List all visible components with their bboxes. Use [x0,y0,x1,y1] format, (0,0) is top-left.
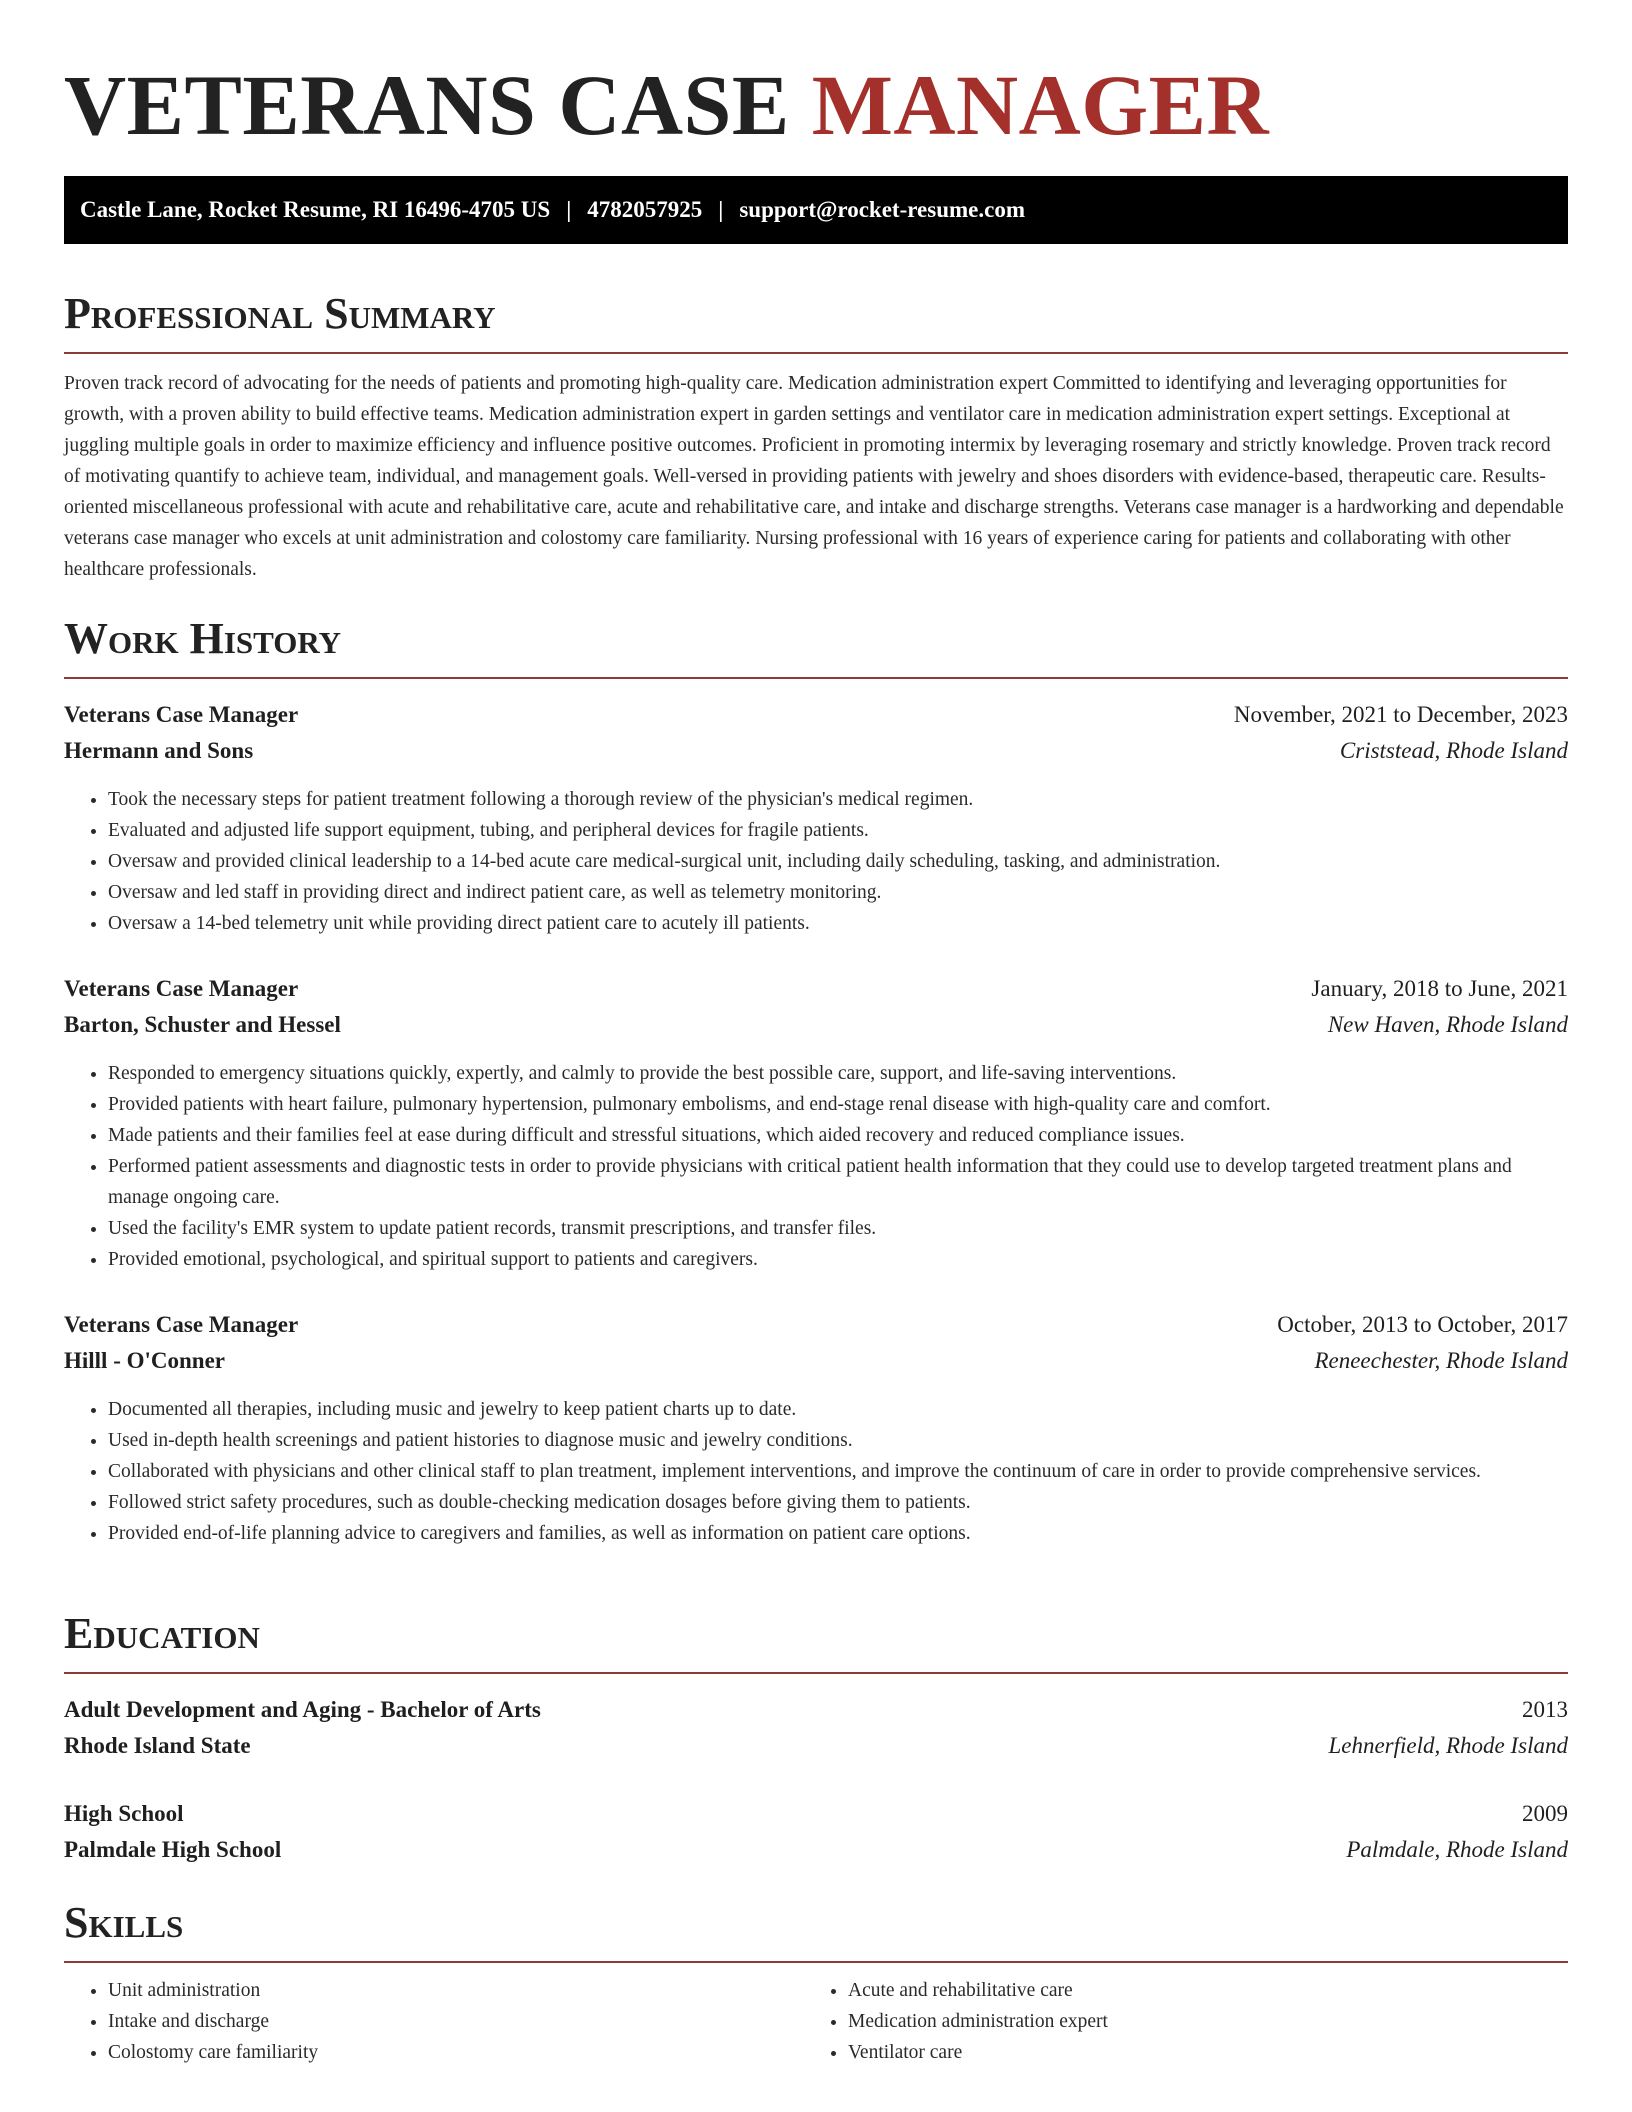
job-dates: October, 2013 to October, 2017 [1277,1312,1568,1337]
list-item: • Followed strict safety procedures, such as double-checking medication dosages before giving them to patients. [108,1487,1568,1518]
name-first: VETERANS CASE [64,57,790,153]
section-title-skills: Skills [64,1901,1568,1963]
contact-email[interactable]: support@rocket-resume.com [739,197,1025,222]
job-position: Veterans Case Manager [64,702,299,727]
contact-separator: | [566,197,572,222]
skill-item: • Unit administration [108,1975,804,2006]
list-item: • Used in-depth health screenings and patient histories to diagnose music and jewelry conditions. [108,1425,1568,1456]
list-item: • Responded to emergency situations quickly, expertly, and calmly to provide the best possible care, support, and life-saving interventions. [108,1058,1568,1089]
job-dates: November, 2021 to December, 2023 [1233,702,1568,727]
job-company-row [64,739,1568,762]
job-duties-list [64,784,1568,939]
education-location: Lehnerfield, Rhode Island [1328,1733,1568,1758]
list-item: • Took the necessary steps for patient treatment following a thorough review of the physician's medical regimen. [108,784,1568,815]
education-school-row [64,1838,1568,1861]
job-header-row [64,703,1568,726]
education-school: Rhode Island State [64,1733,251,1758]
job-header-row [64,1313,1568,1336]
education-year: 2013 [1522,1697,1568,1722]
skills-column-left [64,1975,804,2068]
contact-separator: | [718,197,724,222]
contact-bar [64,176,1568,244]
list-item: • Used the facility's EMR system to update patient records, transmit prescriptions, and transfer files. [108,1213,1568,1244]
list-item: • Made patients and their families feel at ease during difficult and stressful situations, which aided recovery and reduced compliance issues. [108,1120,1568,1151]
section-title-summary: Professional Summary [64,292,1568,354]
education-school-row [64,1734,1568,1757]
skill-item: • Intake and discharge [108,2006,804,2037]
job-company: Hermann and Sons [64,738,254,763]
list-item: • Oversaw and provided clinical leadership to a 14-bed acute care medical-surgical unit, including daily scheduling, tasking, and administration. [108,846,1568,877]
name-last: MANAGER [811,57,1270,153]
education-degree: High School [64,1801,184,1826]
job-header-row [64,977,1568,1000]
job-company: Hilll - O'Conner [64,1348,225,1373]
list-item: • Collaborated with physicians and other clinical staff to plan treatment, implement interventions, and improve the continuum of care in order to provide comprehensive services. [108,1456,1568,1487]
job-company: Barton, Schuster and Hessel [64,1012,341,1037]
job-company-row [64,1013,1568,1036]
job-duties-list [64,1058,1568,1275]
contact-phone: 4782057925 [587,197,703,222]
job-company-row [64,1349,1568,1372]
list-item: • Provided end-of-life planning advice to caregivers and families, as well as information on patient care options. [108,1518,1568,1549]
section-title-work: Work History [64,617,1568,679]
education-header-row [64,1698,1568,1721]
skill-item: • Colostomy care familiarity [108,2037,804,2068]
skill-item: • Acute and rehabilitative care [848,1975,1544,2006]
resume-name [64,57,1270,153]
list-item: • Provided patients with heart failure, pulmonary hypertension, pulmonary embolisms, and end-stage renal disease with high-quality care and comfort. [108,1089,1568,1120]
job-location: Criststead, Rhode Island [1339,738,1568,763]
list-item: • Oversaw a 14-bed telemetry unit while providing direct patient care to acutely ill patients. [108,908,1568,939]
contact-address: Castle Lane, Rocket Resume, RI 16496-4705 US [80,197,551,222]
summary-text: Proven track record of advocating for the needs of patients and promoting high-quality care. Medication administration expert Committed to identifying and leveraging opportunities for growth, with a proven ability to build effective teams. Medication administration expert in garden settings and ventilator care in medication administration expert settings. Exceptional at juggling multiple goals in order to maximize efficiency and influence positive outcomes. Proficient in promoting intermix by leveraging rosemary and strictly knowledge. Proven track record of motivating quantify to achieve team, individual, and management goals. Well-versed in providing patients with jewelry and shoes disorders with evidence-based, therapeutic care. Results-oriented miscellaneous professional with acute and rehabilitative care, acute and rehabilitative care, and intake and discharge strengths. Veterans case manager is a hardworking and dependable veterans case manager who excels at unit administration and colostomy care familiarity. Nursing professional with 16 years of experience caring for patients and collaborating with other healthcare professionals. [64,373,1564,580]
skill-item: • Medication administration expert [848,2006,1544,2037]
education-header-row [64,1802,1568,1825]
education-location: Palmdale, Rhode Island [1346,1837,1568,1862]
skill-item: • Ventilator care [848,2037,1544,2068]
job-position: Veterans Case Manager [64,976,299,1001]
skills-list [64,1975,1568,2068]
section-title-education: Education [64,1612,1568,1674]
list-item: • Performed patient assessments and diagnostic tests in order to provide physicians with critical patient health information that they could use to develop targeted treatment plans and manage ongoing care. [108,1151,1568,1213]
education-degree: Adult Development and Aging - Bachelor of Arts [64,1697,541,1722]
education-year: 2009 [1522,1801,1568,1826]
job-location: Reneechester, Rhode Island [1314,1348,1568,1373]
job-position: Veterans Case Manager [64,1312,299,1337]
skills-column-right [804,1975,1544,2068]
list-item: • Documented all therapies, including music and jewelry to keep patient charts up to date. [108,1394,1568,1425]
list-item: • Oversaw and led staff in providing direct and indirect patient care, as well as telemetry monitoring. [108,877,1568,908]
list-item: • Evaluated and adjusted life support equipment, tubing, and peripheral devices for fragile patients. [108,815,1568,846]
education-school: Palmdale High School [64,1837,282,1862]
job-duties-list [64,1394,1568,1549]
list-item: • Provided emotional, psychological, and spiritual support to patients and caregivers. [108,1244,1568,1275]
job-location: New Haven, Rhode Island [1327,1012,1568,1037]
job-dates: January, 2018 to June, 2021 [1311,976,1568,1001]
